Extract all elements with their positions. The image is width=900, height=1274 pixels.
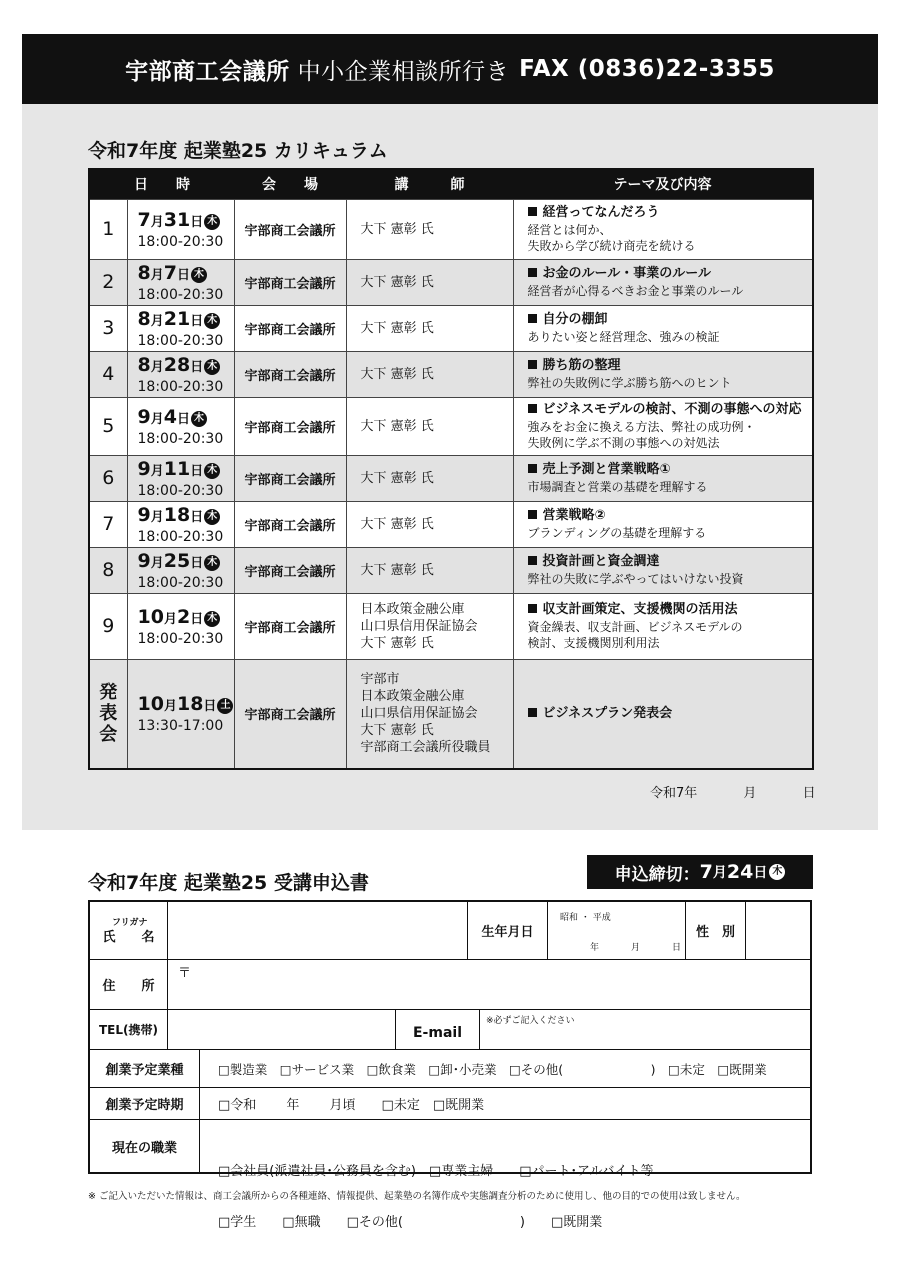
session-day: 18 [163, 503, 191, 526]
session-weekday: 木 [204, 214, 220, 230]
application-title: 令和7年度 起業塾25 受講申込書 [88, 872, 369, 894]
name-input[interactable] [168, 902, 468, 959]
session-weekday: 木 [204, 509, 220, 525]
curriculum-row [89, 199, 813, 259]
session-date: 10月2日 木 18:00-20:30 [127, 593, 234, 659]
session-date: 7月31日 木 18:00-20:30 [127, 199, 234, 259]
theme-description: 市場調査と営業の基礎を理解する [527, 480, 708, 494]
session-theme [513, 305, 813, 351]
session-date: 9月11日 木 18:00-20:30 [127, 455, 234, 501]
curriculum-row [89, 351, 813, 397]
theme-title: 投資計画と資金調達 [542, 554, 660, 569]
session-time: 13:30-17:00 [137, 718, 224, 735]
theme-description: 資金繰表、収支計画、ビジネスモデルの [527, 620, 743, 634]
session-theme [513, 547, 813, 593]
session-day: 18 [176, 693, 204, 716]
square-bullet-icon [528, 708, 537, 717]
session-weekday: 木 [204, 555, 220, 571]
session-date: 8月28日 木 18:00-20:30 [127, 351, 234, 397]
session-theme [513, 397, 813, 455]
timing-options[interactable]: □令和 年 月頃 □未定 □既開業 [218, 1098, 485, 1113]
session-venue: 宇部商工会議所 [234, 659, 346, 769]
session-lecturer [346, 199, 513, 259]
lecturer-line: 山口県信用保証協会 [360, 706, 478, 722]
session-theme [513, 501, 813, 547]
session-time: 18:00-20:30 [137, 286, 224, 303]
session-time: 18:00-20:30 [137, 430, 224, 447]
email-input[interactable] [480, 1010, 810, 1049]
square-bullet-icon [528, 556, 537, 565]
era-options: 昭和 ・ 平成 [560, 913, 611, 923]
curriculum-row [89, 501, 813, 547]
session-number: 2 [89, 259, 127, 305]
header-datetime: 日 時 [89, 169, 234, 199]
session-lecturer [346, 397, 513, 455]
job-options-line-1: □会社員(派遣社員･公務員を含む) □専業主婦 □パート･アルバイト等 [218, 1164, 654, 1179]
session-month: 7 [137, 208, 151, 231]
session-month: 9 [137, 549, 151, 572]
curriculum-row [89, 397, 813, 455]
session-venue: 宇部商工会議所 [234, 593, 346, 659]
session-number: 6 [89, 455, 127, 501]
birth-month-unit: 月 [631, 943, 641, 953]
session-number: 8 [89, 547, 127, 593]
session-date: 8月21日 木 18:00-20:30 [127, 305, 234, 351]
curriculum-row [89, 259, 813, 305]
session-venue: 宇部商工会議所 [234, 351, 346, 397]
tel-label: TEL(携帯) [90, 1010, 168, 1049]
square-bullet-icon [528, 464, 537, 473]
curriculum-row [89, 593, 813, 659]
address-label: 住 所 [90, 960, 168, 1009]
theme-description: 経営者が心得るべきお金と事業のルール [527, 284, 744, 298]
session-theme [513, 455, 813, 501]
session-weekday: 土 [217, 698, 233, 714]
lecturer-line: 大下 憲彰 氏 [360, 562, 434, 578]
lecturer-line: 大下 憲彰 氏 [360, 418, 434, 434]
lecturer-line: 大下 憲彰 氏 [360, 274, 434, 290]
curriculum-row [89, 547, 813, 593]
form-row-address [90, 960, 810, 1010]
session-weekday: 木 [204, 611, 220, 627]
session-time: 18:00-20:30 [137, 233, 224, 250]
session-theme [513, 659, 813, 769]
session-number: 3 [89, 305, 127, 351]
session-venue: 宇部商工会議所 [234, 397, 346, 455]
square-bullet-icon [528, 314, 537, 323]
session-month: 10 [137, 693, 164, 716]
form-row-industry [90, 1050, 810, 1088]
theme-description: 失敗から学び続け商売を続ける [527, 239, 696, 253]
session-month: 8 [137, 261, 151, 284]
lecturer-line: 日本政策金融公庫 [360, 601, 465, 617]
session-venue: 宇部商工会議所 [234, 259, 346, 305]
name-label-cell [90, 902, 168, 959]
session-date: 9月4日 木 18:00-20:30 [127, 397, 234, 455]
square-bullet-icon [528, 404, 537, 413]
session-month: 9 [137, 503, 151, 526]
session-time: 18:00-20:30 [137, 482, 224, 499]
lecturer-line: 宇部市 [360, 672, 400, 688]
session-lecturer [346, 501, 513, 547]
fax-number: FAX (0836)22-3355 [519, 56, 775, 82]
curriculum-header-row [89, 169, 813, 199]
session-number: 5 [89, 397, 127, 455]
session-date: 8月7日 木 18:00-20:30 [127, 259, 234, 305]
curriculum-title: 令和7年度 起業塾25 カリキュラム [88, 140, 388, 162]
job-options-line-2: □学生 □無職 □その他( ) □既開業 [218, 1215, 603, 1230]
session-time: 18:00-20:30 [137, 332, 224, 349]
session-venue: 宇部商工会議所 [234, 199, 346, 259]
session-lecturer [346, 659, 513, 769]
session-venue: 宇部商工会議所 [234, 305, 346, 351]
fax-org: 宇部商工会議所 [125, 58, 290, 85]
deadline-badge: 申込締切： 7 月 24 日 木 [587, 855, 813, 889]
session-weekday: 木 [204, 463, 220, 479]
session-day: 31 [163, 208, 191, 231]
session-lecturer [346, 547, 513, 593]
session-weekday: 木 [191, 267, 207, 283]
session-theme [513, 259, 813, 305]
session-theme [513, 351, 813, 397]
square-bullet-icon [528, 268, 537, 277]
session-day: 21 [163, 307, 191, 330]
birth-year-unit: 年 [590, 943, 600, 953]
deadline-month: 7 [699, 861, 713, 883]
session-venue: 宇部商工会議所 [234, 455, 346, 501]
timing-label: 創業予定時期 [90, 1088, 200, 1119]
lecturer-line: 大下 憲彰 氏 [360, 723, 434, 739]
session-weekday: 木 [204, 359, 220, 375]
theme-description: 検討、支援機関別利用法 [527, 636, 660, 650]
header-venue: 会 場 [234, 169, 346, 199]
email-label: E-mail [396, 1010, 480, 1049]
session-number: 7 [89, 501, 127, 547]
square-bullet-icon [528, 510, 537, 519]
session-lecturer [346, 455, 513, 501]
session-month: 9 [137, 457, 151, 480]
industry-label: 創業予定業種 [90, 1050, 200, 1087]
session-weekday: 木 [204, 313, 220, 329]
theme-title: お金のルール・事業のルール [542, 266, 711, 281]
theme-title: 営業戦略② [542, 508, 606, 523]
lecturer-line: 日本政策金融公庫 [360, 689, 465, 705]
session-day: 2 [176, 605, 191, 628]
date-line-era: 令和7年 [650, 786, 698, 801]
theme-description: 弊社の失敗例に学ぶ勝ち筋へのヒント [527, 376, 732, 390]
deadline-label: 申込締切： [614, 864, 700, 885]
session-date: 10月18日 土 13:30-17:00 [127, 659, 234, 769]
session-weekday: 木 [191, 411, 207, 427]
birth-date-input[interactable] [548, 902, 686, 959]
session-month: 8 [137, 353, 151, 376]
curriculum-row [89, 659, 813, 769]
theme-title: 勝ち筋の整理 [542, 358, 621, 373]
session-number: 発 表 会 [89, 659, 127, 769]
name-label: 氏 名 [102, 930, 155, 945]
lecturer-line: 大下 憲彰 氏 [360, 635, 434, 651]
session-day: 28 [163, 353, 191, 376]
theme-description: 失敗例に学ぶ不測の事態への対処法 [527, 436, 720, 450]
theme-title: 経営ってなんだろう [542, 205, 660, 220]
session-number: 4 [89, 351, 127, 397]
address-input[interactable] [168, 960, 810, 1009]
session-theme [513, 593, 813, 659]
postal-mark: 〒 [178, 966, 192, 981]
session-day: 7 [163, 261, 177, 284]
theme-title: 収支計画策定、支援機関の活用法 [542, 602, 738, 617]
header-theme: テーマ及び内容 [513, 169, 813, 199]
square-bullet-icon [528, 360, 537, 369]
session-venue: 宇部商工会議所 [234, 547, 346, 593]
session-day: 25 [163, 549, 191, 572]
form-row-timing [90, 1088, 810, 1120]
session-time: 18:00-20:30 [137, 378, 224, 395]
deadline-weekday: 木 [769, 864, 785, 880]
gender-input[interactable] [746, 902, 810, 959]
furigana-label: フリガナ [112, 918, 148, 928]
session-month: 8 [137, 307, 151, 330]
birth-label: 生年月日 [468, 902, 548, 959]
form-row-contact [90, 1010, 810, 1050]
fax-destination: 中小企業相談所行き [297, 58, 510, 85]
square-bullet-icon [528, 604, 537, 613]
session-month: 10 [137, 605, 164, 628]
email-note: ※必ずご記入ください [486, 1016, 575, 1026]
session-day: 4 [163, 405, 177, 428]
theme-title: 自分の棚卸 [542, 312, 608, 327]
lecturer-line: 大下 憲彰 氏 [360, 366, 434, 382]
gender-label: 性 別 [686, 902, 746, 959]
lecturer-line: 大下 憲彰 氏 [360, 516, 434, 532]
curriculum-table [88, 168, 814, 770]
privacy-note: ※ ご記入いただいた情報は、商工会議所からの各種連絡、情報提供、起業塾の名簿作成や実態調査分析のために使用し、他の目的での使用は致しません。 [88, 1191, 746, 1202]
session-time: 18:00-20:30 [137, 574, 224, 591]
industry-options[interactable]: □製造業 □サービス業 □飲食業 □卸･小売業 □その他( ) □未定 □既開業 [218, 1061, 767, 1077]
session-date: 9月18日 木 18:00-20:30 [127, 501, 234, 547]
theme-title: ビジネスモデルの検討、不測の事態への対応 [542, 402, 802, 417]
fax-banner [22, 34, 878, 104]
theme-description: 弊社の失敗に学ぶやってはいけない投資 [527, 572, 744, 586]
lecturer-line: 山口県信用保証協会 [360, 618, 478, 634]
theme-description: 経営とは何か、 [527, 223, 612, 237]
lecturer-line: 大下 憲彰 氏 [360, 221, 434, 237]
date-line [650, 782, 858, 801]
theme-description: ブランディングの基礎を理解する [527, 526, 707, 540]
session-time: 18:00-20:30 [137, 630, 224, 647]
lecturer-line: 宇部商工会議所役職員 [360, 740, 491, 756]
theme-description: 強みをお金に換える方法、弊社の成功例・ [527, 420, 756, 434]
session-day: 11 [163, 457, 191, 480]
theme-description: ありたい姿と経営理念、強みの検証 [527, 330, 720, 344]
tel-input[interactable] [168, 1010, 396, 1049]
date-line-day: 日 [802, 786, 816, 801]
lecturer-line: 大下 憲彰 氏 [360, 470, 434, 486]
curriculum-row [89, 455, 813, 501]
session-month: 9 [137, 405, 151, 428]
date-line-month: 月 [743, 786, 757, 801]
theme-title: ビジネスプラン発表会 [542, 705, 673, 721]
session-date: 9月25日 木 18:00-20:30 [127, 547, 234, 593]
deadline-day: 24 [726, 861, 754, 883]
birth-day-unit: 日 [672, 943, 682, 953]
session-theme [513, 199, 813, 259]
session-lecturer [346, 259, 513, 305]
form-row-name [90, 902, 810, 960]
session-lecturer [346, 351, 513, 397]
session-lecturer [346, 305, 513, 351]
curriculum-row [89, 305, 813, 351]
session-time: 18:00-20:30 [137, 528, 224, 545]
session-lecturer [346, 593, 513, 659]
theme-title: 売上予測と営業戦略① [542, 462, 671, 477]
header-lecturer: 講 師 [346, 169, 513, 199]
job-label: 現在の職業 [90, 1120, 200, 1172]
session-number: 1 [89, 199, 127, 259]
lecturer-line: 大下 憲彰 氏 [360, 320, 434, 336]
session-number: 9 [89, 593, 127, 659]
square-bullet-icon [528, 207, 537, 216]
session-venue: 宇部商工会議所 [234, 501, 346, 547]
